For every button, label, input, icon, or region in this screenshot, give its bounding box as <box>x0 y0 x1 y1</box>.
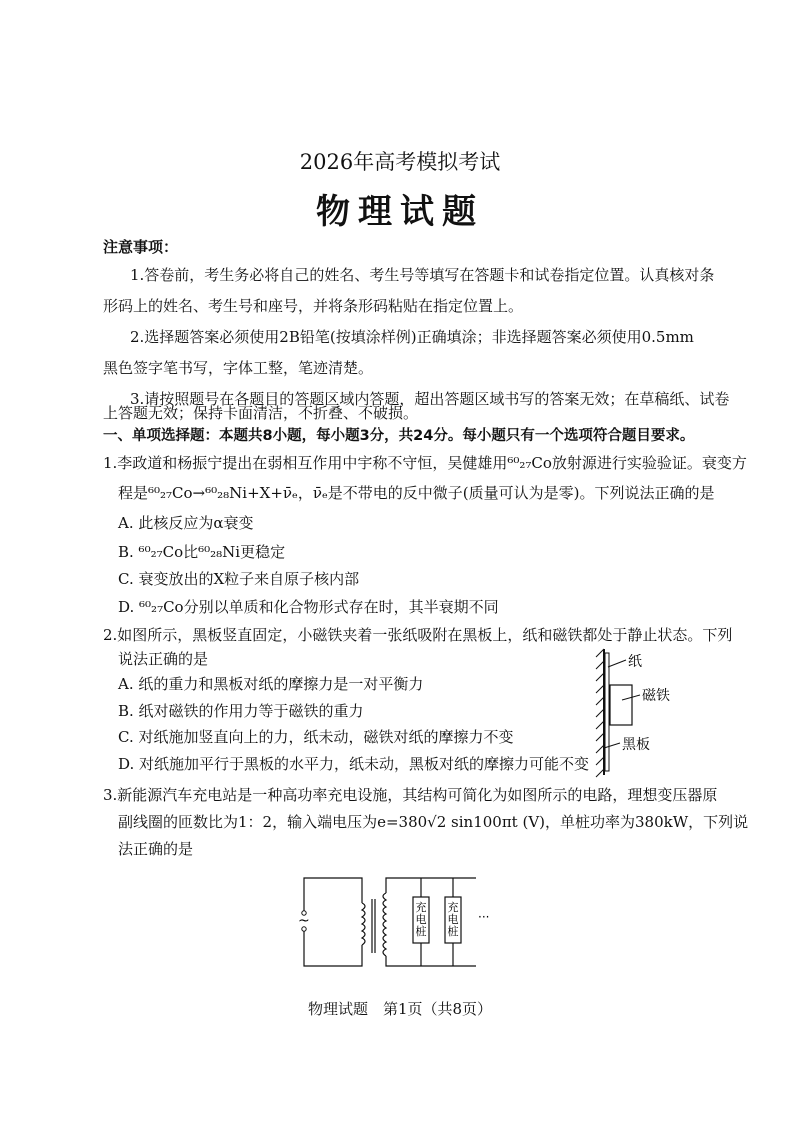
q1-stem-line1: 1.李政道和杨振宁提出在弱相互作用中宇称不守恒，吴健雄用⁶⁰₂₇Co放射源进行实验验证。衰变方 <box>103 454 747 472</box>
q2-option-b: B. 纸对磁铁的作用力等于磁铁的重力 <box>118 702 364 720</box>
notice-item-3-line2-visible: 上答题无效；保持卡面清洁，不折叠、不破损。 <box>103 404 419 422</box>
q3-stem-line2: 副线圈的匝数比为1：2，输入端电压为e=380√2 sin100πt (V)，单桩功率为380kW，下列说 <box>118 813 749 831</box>
magnet-block <box>610 685 632 725</box>
charging-pile-1-label <box>416 900 427 938</box>
pile-label-char: 桩 <box>415 925 427 938</box>
pile-label-char: 充 <box>447 901 459 914</box>
q3-stem-line1: 3.新能源汽车充电站是一种高功率充电设施，其结构可简化为如图所示的电路，理想变压器原 <box>103 786 718 804</box>
q1-option-c: C. 衰变放出的X粒子来自原子核内部 <box>118 570 360 588</box>
q3-circuit-figure <box>296 873 496 973</box>
pile-label-char: 电 <box>415 913 427 926</box>
paper-label: 纸 <box>628 654 642 670</box>
charging-pile-2-label <box>448 900 459 938</box>
pile-label-char: 电 <box>447 913 459 926</box>
q2-option-d: D. 对纸施加平行于黑板的水平力，纸未动，黑板对纸的摩擦力可能不变 <box>118 755 590 773</box>
q1-option-a: A. 此核反应为α衰变 <box>118 514 254 532</box>
blackboard-hatching <box>596 649 604 777</box>
magnet-label: 磁铁 <box>642 688 670 704</box>
q2-stem-line1: 2.如图所示，黑板竖直固定，小磁铁夹着一张纸吸附在黑板上，纸和磁铁都处于静止状态。下列 <box>103 626 733 644</box>
notice-heading: 注意事项： <box>103 238 179 256</box>
exam-title: 物理试题 <box>316 192 484 232</box>
pile-label-char: 充 <box>415 901 427 914</box>
notice-item-2-line1: 2.选择题答案必须使用2B铅笔(按填涂样例)正确填涂；非选择题答案必须使用0.5mm <box>130 328 694 346</box>
notice-item-1-line2: 形码上的姓名、考生号和座号，并将条形码粘贴在指定位置上。 <box>103 297 524 315</box>
notice-item-3-line1: 3.请按照题号在各题目的答题区域内答题，超出答题区域书写的答案无效；在草稿纸、试卷 <box>130 390 730 408</box>
page-footer: 物理试题 第1页（共8页） <box>307 1000 493 1018</box>
circuit-ellipsis: ··· <box>478 910 490 924</box>
blackboard-label: 黑板 <box>622 737 650 753</box>
exam-subtitle: 2026年高考模拟考试 <box>299 150 501 174</box>
q2-option-c: C. 对纸施加竖直向上的力，纸未动，磁铁对纸的摩擦力不变 <box>118 728 514 746</box>
q2-stem-line2: 说法正确的是 <box>118 650 209 668</box>
pile-label-char: 桩 <box>447 925 459 938</box>
q1-option-d: D. ⁶⁰₂₇Co分别以单质和化合物形式存在时，其半衰期不同 <box>118 598 499 616</box>
q2-figure <box>592 645 712 780</box>
q1-option-b: B. ⁶⁰₂₇Co比⁶⁰₂₈Ni更稳定 <box>118 543 286 561</box>
paper-sheet <box>605 653 609 771</box>
ac-source-symbol: ~ <box>298 913 310 929</box>
q1-stem-line2: 程是⁶⁰₂₇Co→⁶⁰₂₈Ni+X+ν̄ₑ，ν̄ₑ是不带电的反中微子(质量可认为是零)。下列说法正确的是 <box>118 484 715 502</box>
q2-option-a: A. 纸的重力和黑板对纸的摩擦力是一对平衡力 <box>118 675 424 693</box>
notice-item-2-line2: 黑色签字笔书写，字体工整，笔迹清楚。 <box>103 359 374 377</box>
notice-item-1-line1: 1.答卷前，考生务必将自己的姓名、考生号等填写在答题卡和试卷指定位置。认真核对条 <box>130 266 715 284</box>
section-heading: 一、单项选择题：本题共8小题，每小题3分，共24分。每小题只有一个选项符合题目要求。 <box>103 428 695 444</box>
q3-stem-line3: 法正确的是 <box>118 840 194 858</box>
